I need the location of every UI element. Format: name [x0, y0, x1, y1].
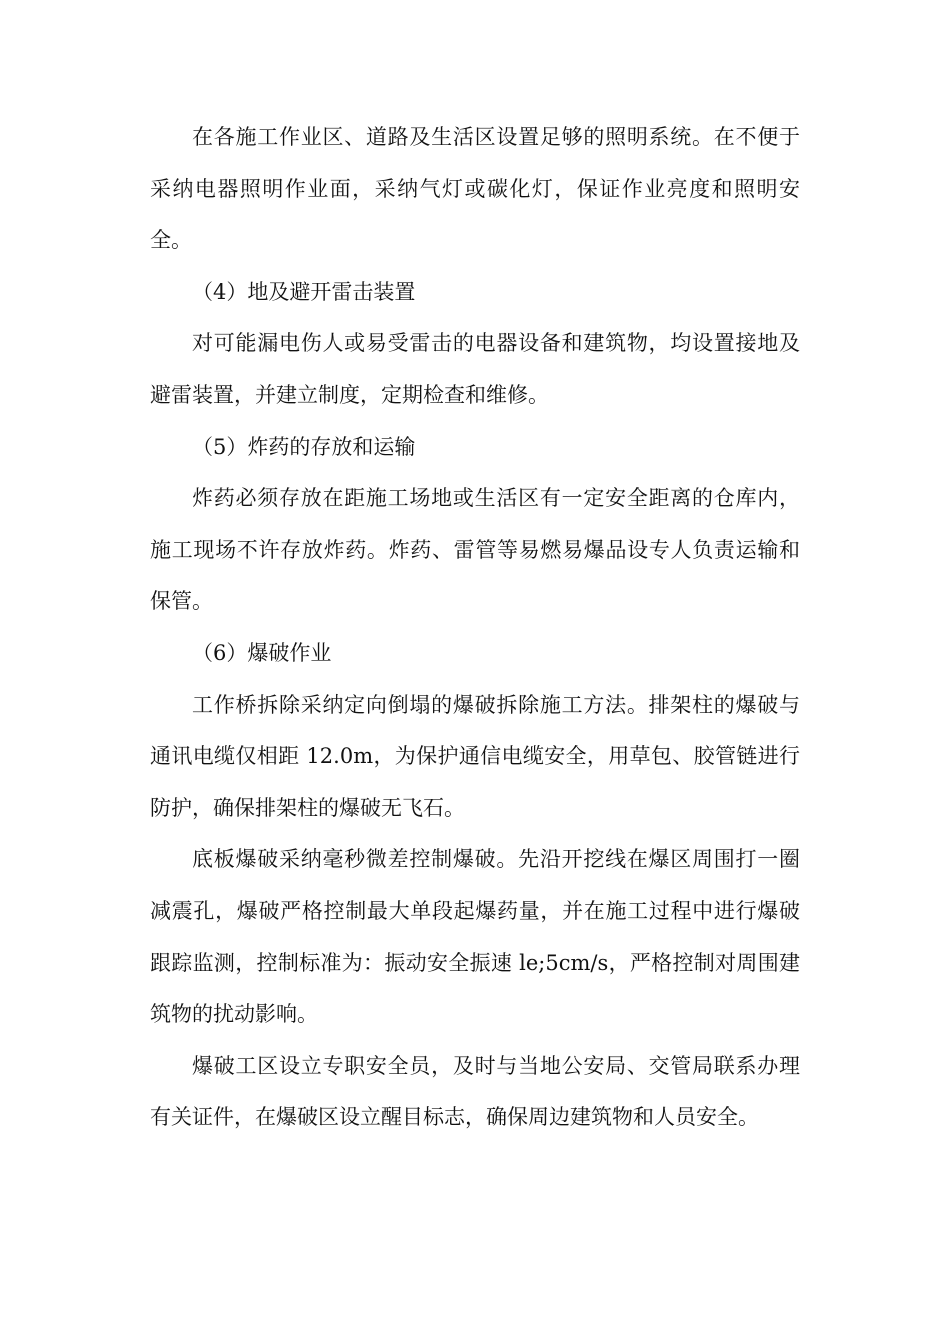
document-body	[150, 112, 800, 1144]
paragraph-floor-blasting: 底板爆破采纳毫秒微差控制爆破。先沿开挖线在爆区周围打一圈减震孔，爆破严格控制最大单段起爆药量，并在施工过程中进行爆破跟踪监测，控制标准为：振动安全振速 le;5cm/s，严格控制对周围建筑物的扰动影响。	[150, 847, 800, 1027]
paragraph-explosives: 炸药必须存放在距施工场地或生活区有一定安全距离的仓库内，施工现场不许存放炸药。炸药、雷管等易燃易爆品设专人负责运输和保管。	[150, 486, 800, 614]
paragraph-grounding: 对可能漏电伤人或易受雷击的电器设备和建筑物，均设置接地及避雷装置，并建立制度，定期检查和维修。	[150, 331, 800, 407]
heading-explosives: （5）炸药的存放和运输	[192, 434, 416, 459]
heading-blasting: （6）爆破作业	[192, 640, 332, 665]
paragraph-safety-officer: 爆破工区设立专职安全员，及时与当地公安局、交管局联系办理有关证件，在爆破区设立醒目标志，确保周边建筑物和人员安全。	[150, 1053, 800, 1130]
paragraph-lighting: 在各施工作业区、道路及生活区设置足够的照明系统。在不便于采纳电器照明作业面，采纳气灯或碳化灯，保证作业亮度和照明安全。	[150, 125, 800, 253]
paragraph-bridge-blasting: 工作桥拆除采纳定向倒塌的爆破拆除施工方法。排架柱的爆破与通讯电缆仅相距 12.0m，为保护通信电缆安全，用草包、胶管链进行防护，确保排架柱的爆破无飞石。	[150, 692, 800, 820]
heading-grounding: （4）地及避开雷击装置	[192, 279, 416, 304]
